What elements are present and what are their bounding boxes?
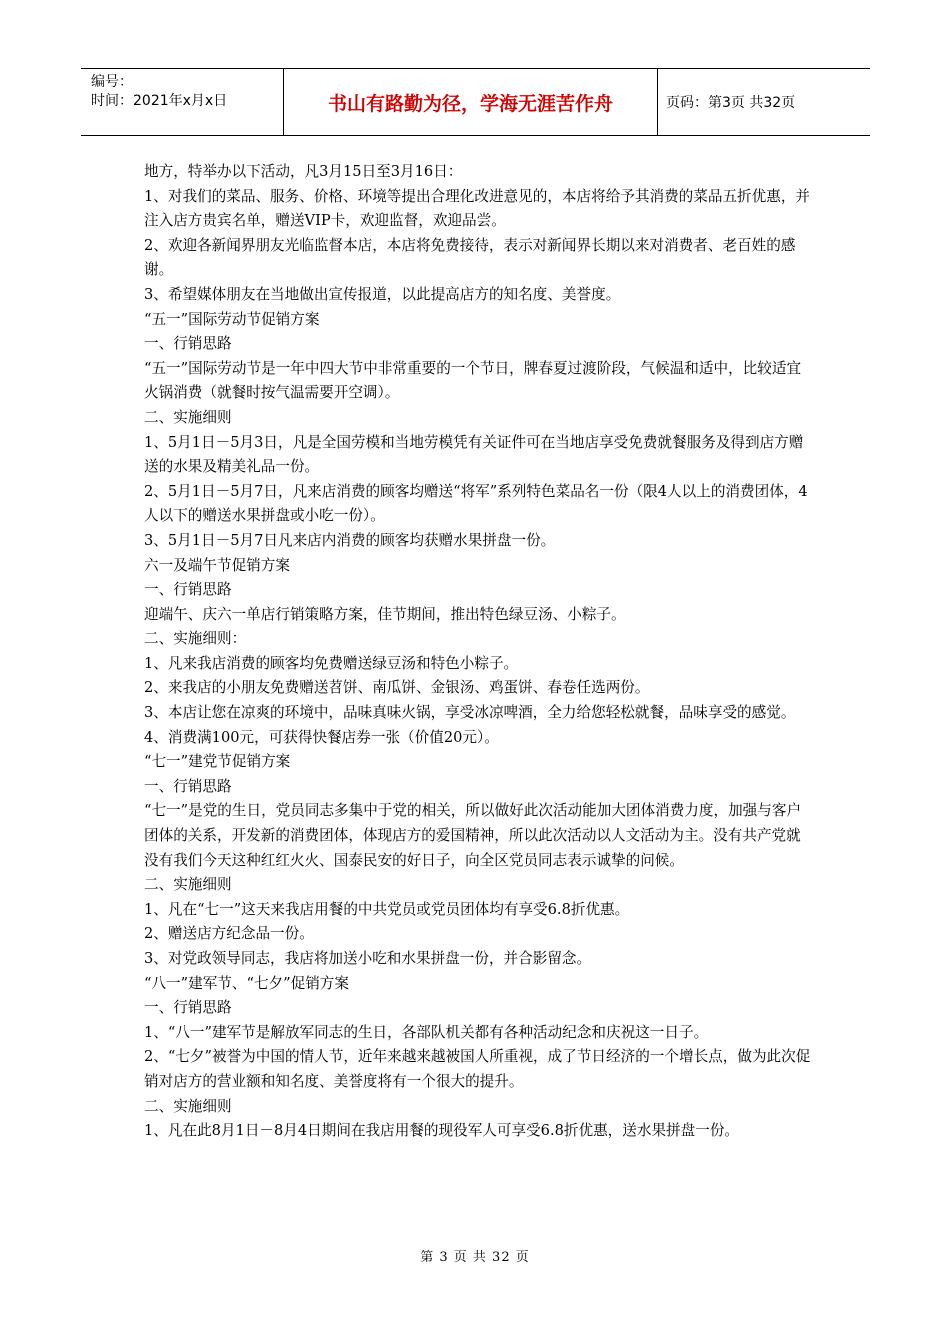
subsection-heading: 一、行销思路 bbox=[144, 581, 232, 599]
header-info bbox=[81, 69, 283, 135]
header-page-label: 页码：第3页 共32页 bbox=[666, 95, 796, 111]
page-header bbox=[81, 68, 870, 136]
subsection-heading: 一、行销思路 bbox=[144, 335, 232, 353]
paragraph: 1、对我们的菜品、服务、价格、环境等提出合理化改进意见的，本店将给予其消费的菜品五折优惠，并注入店方贵宾名单，赠送VIP卡，欢迎监督，欢迎品尝。 bbox=[144, 187, 811, 230]
paragraph: 2、5月1日－5月7日，凡来店消费的顾客均赠送“将军”系列特色菜品名一份（限4人以上的消费团体，4人以下的赠送水果拼盘或小吃一份）。 bbox=[144, 482, 808, 525]
section-title: “八一”建军节、“七夕”促销方案 bbox=[144, 974, 349, 992]
paragraph: “五一”国际劳动节是一年中四大节中非常重要的一个节日，牌春夏过渡阶段，气候温和适中，比较适宜火锅消费（就餐时按气温需要开空调）。 bbox=[144, 359, 802, 402]
paragraph: 4、消费满100元，可获得快餐店券一张（价值20元）。 bbox=[144, 728, 499, 746]
paragraph: 3、5月1日－5月7日凡来店内消费的顾客均获赠水果拼盘一份。 bbox=[144, 531, 556, 549]
subsection-heading: 一、行销思路 bbox=[144, 777, 232, 795]
paragraph: 2、赠送店方纪念品一份。 bbox=[144, 925, 314, 943]
paragraph: 3、对党政领导同志，我店将加送小吃和水果拼盘一份，并合影留念。 bbox=[144, 950, 592, 967]
paragraph: 1、“八一”建军节是解放军同志的生日，各部队机关都有各种活动纪念和庆祝这一日子。 bbox=[144, 1023, 709, 1041]
paragraph: “七一”是党的生日，党员同志多集中于党的相关，所以做好此次活动能加大团体消费力度，加强与客户团体的关系，开发新的消费团体，体现店方的爱国精神，所以此次活动以人文活动为主。没有共产党就没有我们今天这种红红火火、国泰民安的好日子，向全区党员同志表示诚挚的问候。 bbox=[144, 802, 802, 869]
paragraph: 2、欢迎各新闻界朋友光临监督本店，本店将免费接待，表示对新闻界长期以来对消费者、老百姓的感谢。 bbox=[144, 236, 796, 279]
subsection-heading: 二、实施细则： bbox=[144, 630, 247, 648]
paragraph: 地方，特举办以下活动，凡3月15日至3月16日： bbox=[144, 163, 463, 180]
paragraph: 2、来我店的小朋友免费赠送苕饼、南瓜饼、金银汤、鸡蛋饼、春卷任选两份。 bbox=[144, 679, 650, 697]
paragraph: 3、希望媒体朋友在当地做出宣传报道，以此提高店方的知名度、美誉度。 bbox=[144, 285, 621, 303]
number-label: 编号： bbox=[91, 74, 133, 90]
document-body bbox=[144, 160, 814, 1144]
paragraph: 1、凡在“七一”这天来我店用餐的中共党员或党员团体均有享受6.8折优惠。 bbox=[144, 900, 630, 918]
section-title: 六一及端午节促销方案 bbox=[144, 556, 290, 574]
paragraph: 1、凡来我店消费的顾客均免费赠送绿豆汤和特色小粽子。 bbox=[144, 654, 519, 672]
subsection-heading: 二、实施细则 bbox=[144, 1097, 232, 1115]
header-motto: 书山有路勤为径，学海无涯苦作舟 bbox=[283, 69, 658, 135]
paragraph: 2、“七夕”被誉为中国的情人节，近年来越来越被国人所重视，成了节日经济的一个增长点，做为此次促销对店方的营业额和知名度、美誉度将有一个很大的提升。 bbox=[144, 1048, 811, 1090]
subsection-heading: 二、实施细则 bbox=[144, 408, 232, 426]
paragraph: 1、5月1日－5月3日，凡是全国劳模和当地劳模凭有关证件可在当地店享受免费就餐服务及得到店方赠送的水果及精美礼品一份。 bbox=[144, 433, 804, 476]
section-title: “五一”国际劳动节促销方案 bbox=[144, 310, 320, 328]
paragraph: 迎端午、庆六一单店行销策略方案，佳节期间，推出特色绿豆汤、小粽子。 bbox=[144, 605, 626, 623]
section-title: “七一”建党节促销方案 bbox=[144, 753, 291, 771]
time-label: 时间：2021年x月x日 bbox=[91, 93, 228, 109]
paragraph: 3、本店让您在凉爽的环境中，品味真味火锅，享受冰凉啤酒，全力给您轻松就餐，品味享受的感觉。 bbox=[144, 704, 796, 722]
page-footer: 第 3 页 共 32 页 bbox=[420, 1250, 530, 1265]
subsection-heading: 一、行销思路 bbox=[144, 999, 232, 1017]
paragraph: 1、凡在此8月1日－8月4日期间在我店用餐的现役军人可享受6.8折优惠，送水果拼盘一份。 bbox=[144, 1122, 740, 1140]
subsection-heading: 二、实施细则 bbox=[144, 876, 232, 894]
